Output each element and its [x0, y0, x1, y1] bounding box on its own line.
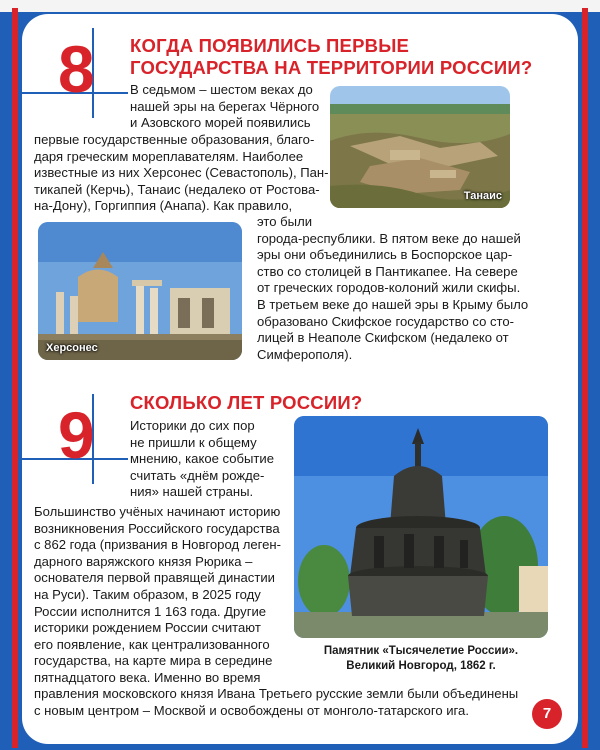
text-line: В третьем веке до нашей эры в Крыму было — [257, 296, 529, 312]
book-page — [22, 14, 578, 744]
monument-illustration — [294, 416, 548, 638]
section-number-9: 9 — [58, 398, 95, 472]
section-8-title-line: ГОСУДАРСТВА НА ТЕРРИТОРИИ РОССИИ? — [130, 57, 533, 78]
text-line: Большинство учёных начинают историю — [34, 504, 281, 519]
text-line: известные из них Херсонес (Севастополь), Пан- — [34, 165, 329, 181]
text-line: пятнадцатого века. Именно во время — [34, 669, 261, 685]
section-8-title — [130, 35, 532, 79]
photo-label-chersonesos: Херсонес — [46, 342, 98, 354]
section-8-text-c — [257, 214, 547, 363]
page-number: 7 — [532, 699, 562, 729]
top-edge — [0, 0, 600, 12]
text-line: с новым центром – Москвой и освобождены от монголо-татарского ига. — [34, 702, 469, 718]
section-9-title: СКОЛЬКО ЛЕТ РОССИИ? — [130, 392, 363, 413]
text-line: возникновения Российского государства — [34, 520, 280, 536]
text-line: правления московского князя Ивана Третьего русские земли были объединены — [34, 686, 519, 701]
left-red-stripe — [12, 8, 18, 748]
section-9-text-a — [130, 418, 290, 501]
text-line: на Руси). Таким образом, в 2025 году — [34, 586, 261, 602]
photo-label-tanais: Танаис — [463, 190, 502, 202]
text-line: основателя первой правящей династии — [34, 570, 275, 586]
text-line: ния» нашей страны. — [130, 484, 254, 500]
text-line: и Азовского морей появились — [130, 115, 311, 131]
text-line: дарного варяжского князя Рюрика – — [34, 553, 253, 569]
text-line: Историки до сих пор — [130, 418, 255, 433]
section-9-text-b — [34, 504, 296, 687]
text-line: Симферополя). — [257, 346, 353, 362]
text-line: даря греческим мореплавателям. Наиболее — [34, 148, 304, 164]
monument-caption — [294, 644, 548, 674]
right-red-stripe — [582, 8, 588, 748]
text-line: ство со столицей в Пантикапее. На севере — [257, 263, 518, 279]
section-8-text-b — [34, 132, 334, 215]
photo-millennium-monument — [294, 416, 548, 638]
text-line: тикапей (Керчь), Танаис (недалеко от Ростова- — [34, 181, 320, 197]
text-line: города-республики. В пятом веке до нашей — [257, 230, 521, 246]
text-line: с 862 года (призвания в Новгород леген- — [34, 537, 282, 553]
caption-line: Великий Новгород, 1862 г. — [346, 660, 496, 672]
section-number-8: 8 — [58, 32, 95, 106]
photo-tanais — [330, 86, 510, 208]
chersonesos-illustration — [38, 222, 242, 360]
text-line: не пришли к общему — [130, 434, 257, 450]
text-line: считать «днём рожде- — [130, 467, 265, 483]
text-line: эры они объединились в Боспорское цар- — [257, 247, 513, 263]
text-line: на-Дону), Горгиппия (Анапа). Как правило, — [34, 198, 293, 214]
text-line: России исполнится 1 163 года. Другие — [34, 603, 267, 619]
text-line: лицей в Неаполе Скифском (недалеко от — [257, 330, 509, 346]
section-9-text-c — [34, 686, 554, 719]
text-line: это были — [257, 214, 313, 229]
photo-chersonesos — [38, 222, 242, 360]
text-line: от греческих городов-колоний жили скифы. — [257, 280, 521, 296]
text-line: первые государственные образования, благо- — [34, 132, 315, 147]
text-line: нашей эры на берегах Чёрного — [130, 98, 320, 114]
section-8-text-a — [130, 82, 320, 132]
text-line: его появление, как централизованного — [34, 636, 270, 652]
text-line: В седьмом – шестом веках до — [130, 82, 313, 97]
section-8-title-line: КОГДА ПОЯВИЛИСЬ ПЕРВЫЕ — [130, 35, 410, 56]
text-line: государства, на карте мира в середине — [34, 653, 273, 669]
caption-line: Памятник «Тысячелетие России». — [323, 645, 519, 657]
text-line: мнению, какое событие — [130, 451, 275, 467]
text-line: образовано Скифское государство со сто- — [257, 313, 515, 329]
text-line: историки рождением России считают — [34, 620, 261, 636]
